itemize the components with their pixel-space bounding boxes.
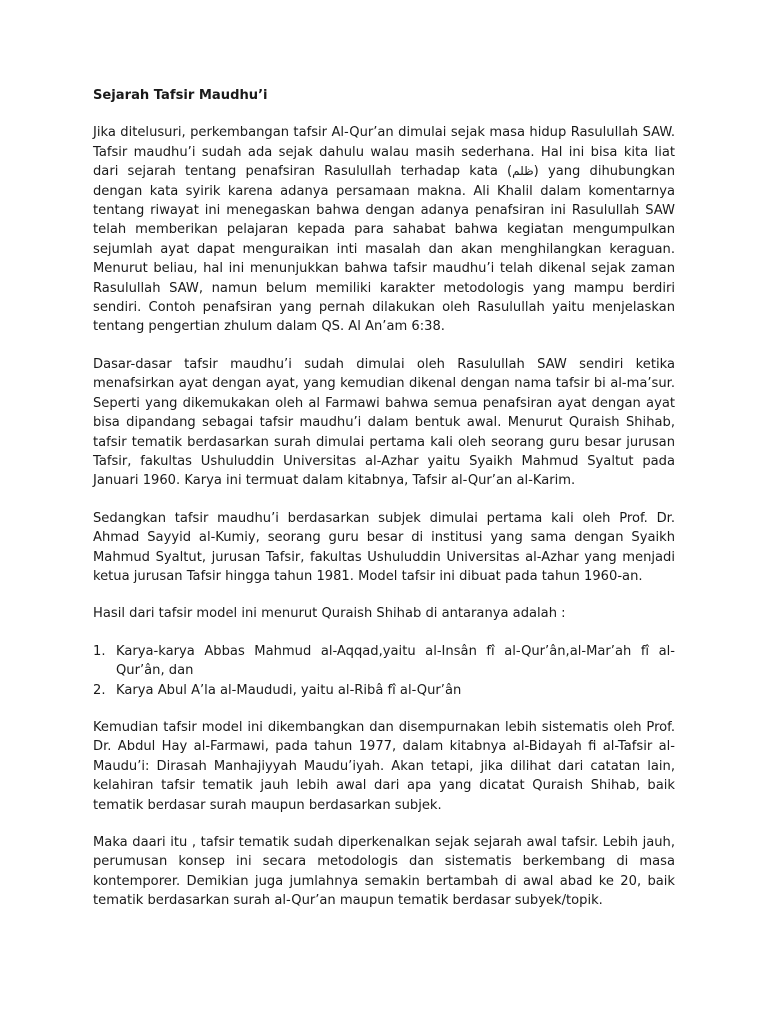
paragraph-6: Maka daari itu , tafsir tematik sudah diperkenalkan sejak sejarah awal tafsir. Lebih jauh, perumusan konsep ini secara metodologis dan sistematis berkembang di masa kontemporer. Demikian juga jumlahnya semakin bertambah di awal abad ke 20, baik tematik berdasarkan surah al-Qur’an maupun tematik berdasar subyek/topik. [93,835,675,909]
paragraph-3: Sedangkan tafsir maudhu’i berdasarkan subjek dimulai pertama kali oleh Prof. Dr. Ahmad Sayyid al-Kumiy, seorang guru besar di institusi yang sama dengan Syaikh Mahmud Syaltut, jurusan Tafsir, fakultas Ushuluddin Universitas al-Azhar yang menjadi ketua jurusan Tafsir hingga tahun 1981. Model tafsir ini dibuat pada tahun 1960-an. [93,510,675,584]
list-item-number: 1. [93,643,106,659]
paragraph-5: Kemudian tafsir model ini dikembangkan dan disempurnakan lebih sistematis oleh Prof. Dr. Abdul Hay al-Farmawi, pada tahun 1977, dalam kitabnya al-Bidayah fi al-Tafsir al-Maudu’i: Dirasah Manhajiyyah Maudu’iyah. Akan tetapi, jika dilihat dari catatan lain, kelahiran tafsir tematik jauh lebih awal dari apa yang dicatat Quraish Shihab, baik tematik berdasar surah maupun berdasarkan subjek. [93,719,675,813]
paragraph-1 [93,123,675,336]
list-item [93,681,675,700]
numbered-list [93,642,675,700]
list-item [93,642,675,681]
paragraph-2: Dasar-dasar tafsir maudhu’i sudah dimulai oleh Rasulullah SAW sendiri ketika menafsirkan ayat dengan ayat, yang kemudian dikenal dengan nama tafsir bi al-ma’sur. Seperti yang dikemukakan oleh al Farmawi bahwa semua penafsiran ayat dengan ayat bisa dipandang sebagai tafsir maudhu’i dalam bentuk awal. Menurut Quraish Shihab, tafsir tematik berdasarkan surah dimulai pertama kali oleh seorang guru besar jurusan Tafsir, fakultas Ushuluddin Universitas al-Azhar yaitu Syaikh Mahmud Syaltut pada Januari 1960. Karya ini termuat dalam kitabnya, Tafsir al-Qur’an al-Karim. [93,356,675,489]
paragraph-1-text-before: Jika ditelusuri, perkembangan tafsir Al-Qur’an dimulai sejak masa hidup Rasulullah SAW. Tafsir maudhu’i sudah ada sejak dahulu walau masih sederhana. Hal ini bisa kita liat dari sejarah tentang penafsiran Rasulullah terhadap kata ( [93,125,675,180]
document-title: Sejarah Tafsir Maudhu’i [93,88,268,103]
list-item-text: Karya Abul A’la al-Maududi, yaitu al-Ribâ fî al-Qur’ân [116,682,462,698]
paragraph-1-text-after: ) yang dihubungkan dengan kata syirik karena adanya persamaan makna. Ali Khalil dalam komentarnya tentang riwayat ini menegaskan bahwa dengan adanya penafsiran ini Rasulullah SAW telah memberikan pelajaran kepada para sahabat bahwa kegiatan mengumpulkan sejumlah ayat dapat menguraikan inti masalah dan akan menghilangkan keraguan. Menurut beliau, hal ini menunjukkan bahwa tafsir maudhu’i telah dikenal sejak zaman Rasulullah SAW, namun belum memiliki karakter metodologis yang mampu berdiri sendiri. Contoh penafsiran yang pernah dilakukan oleh Rasulullah yaitu menjelaskan tentang pengertian zhulum dalam QS. Al An’am 6:38. [93,164,675,335]
arabic-word: ظلم [512,164,534,179]
list-item-text: Karya-karya Abbas Mahmud al-Aqqad,yaitu al-Insân fî al-Qur’ân,al-Mar’ah fî al-Qur’ân, dan [116,643,675,679]
paragraph-4: Hasil dari tafsir model ini menurut Quraish Shihab di antaranya adalah : [93,606,566,622]
list-item-number: 2. [93,682,106,698]
document-page [93,86,675,929]
